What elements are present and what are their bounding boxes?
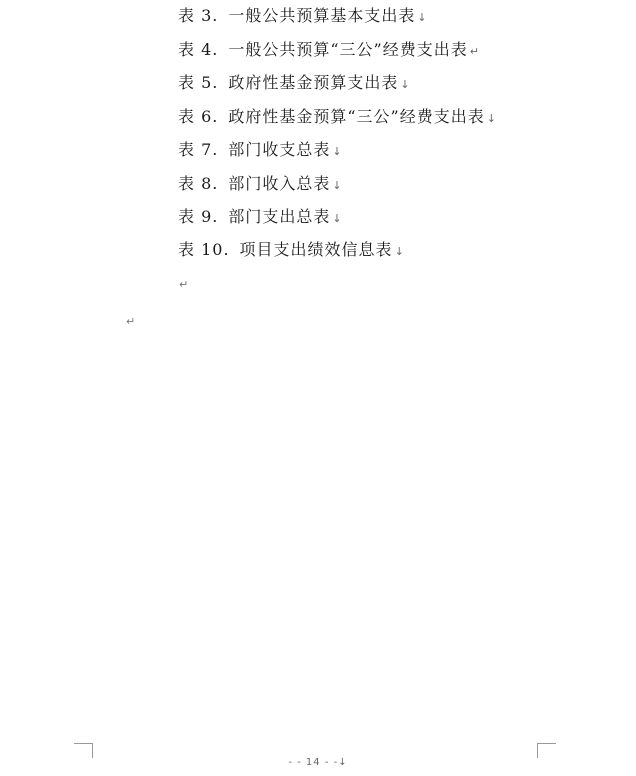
toc-item-prefix: 表 3. bbox=[178, 6, 219, 25]
line-break-mark: ↓ bbox=[332, 145, 343, 158]
toc-item-prefix: 表 8. bbox=[178, 174, 219, 193]
line-break-mark: ↓ bbox=[394, 245, 405, 258]
toc-item-table-8 bbox=[178, 174, 343, 196]
toc-item-prefix: 表 9. bbox=[178, 207, 219, 226]
page-corner-mark-left bbox=[74, 743, 93, 758]
toc-item-title: 部门收支总表 bbox=[228, 140, 331, 159]
toc-item-table-3 bbox=[178, 6, 428, 28]
paragraph-mark: ↵ bbox=[179, 278, 189, 291]
toc-item-table-7 bbox=[178, 140, 343, 162]
line-break-mark: ↓ bbox=[417, 11, 428, 24]
toc-item-prefix: 表 10. bbox=[178, 240, 230, 259]
page-number: - - 14 - -↓ bbox=[288, 757, 348, 768]
line-break-mark: ↓ bbox=[486, 112, 497, 125]
toc-item-prefix: 表 4. bbox=[178, 40, 219, 59]
toc-item-prefix: 表 5. bbox=[178, 73, 219, 92]
toc-item-table-5 bbox=[178, 73, 411, 95]
toc-item-table-10 bbox=[178, 240, 405, 262]
toc-item-table-6 bbox=[178, 107, 497, 129]
paragraph-mark: ↵ bbox=[126, 315, 136, 328]
toc-item-title: 一般公共预算“三公”经费支出表 bbox=[228, 40, 468, 59]
line-break-mark: ↓ bbox=[400, 78, 411, 91]
page-corner-mark-right bbox=[537, 743, 556, 758]
toc-item-table-9 bbox=[178, 207, 343, 229]
toc-item-title: 政府性基金预算“三公”经费支出表 bbox=[228, 107, 485, 126]
toc-item-title: 部门收入总表 bbox=[228, 174, 331, 193]
toc-item-prefix: 表 6. bbox=[178, 107, 219, 126]
line-break-mark: ↓ bbox=[332, 179, 343, 192]
line-break-mark: ↓ bbox=[332, 212, 343, 225]
toc-item-title: 部门支出总表 bbox=[228, 207, 331, 226]
paragraph-mark: ↵ bbox=[469, 45, 480, 58]
toc-item-title: 政府性基金预算支出表 bbox=[228, 73, 399, 92]
toc-item-prefix: 表 7. bbox=[178, 140, 219, 159]
toc-item-title: 一般公共预算基本支出表 bbox=[228, 6, 416, 25]
toc-item-table-4 bbox=[178, 40, 480, 62]
toc-item-title: 项目支出绩效信息表 bbox=[239, 240, 393, 259]
